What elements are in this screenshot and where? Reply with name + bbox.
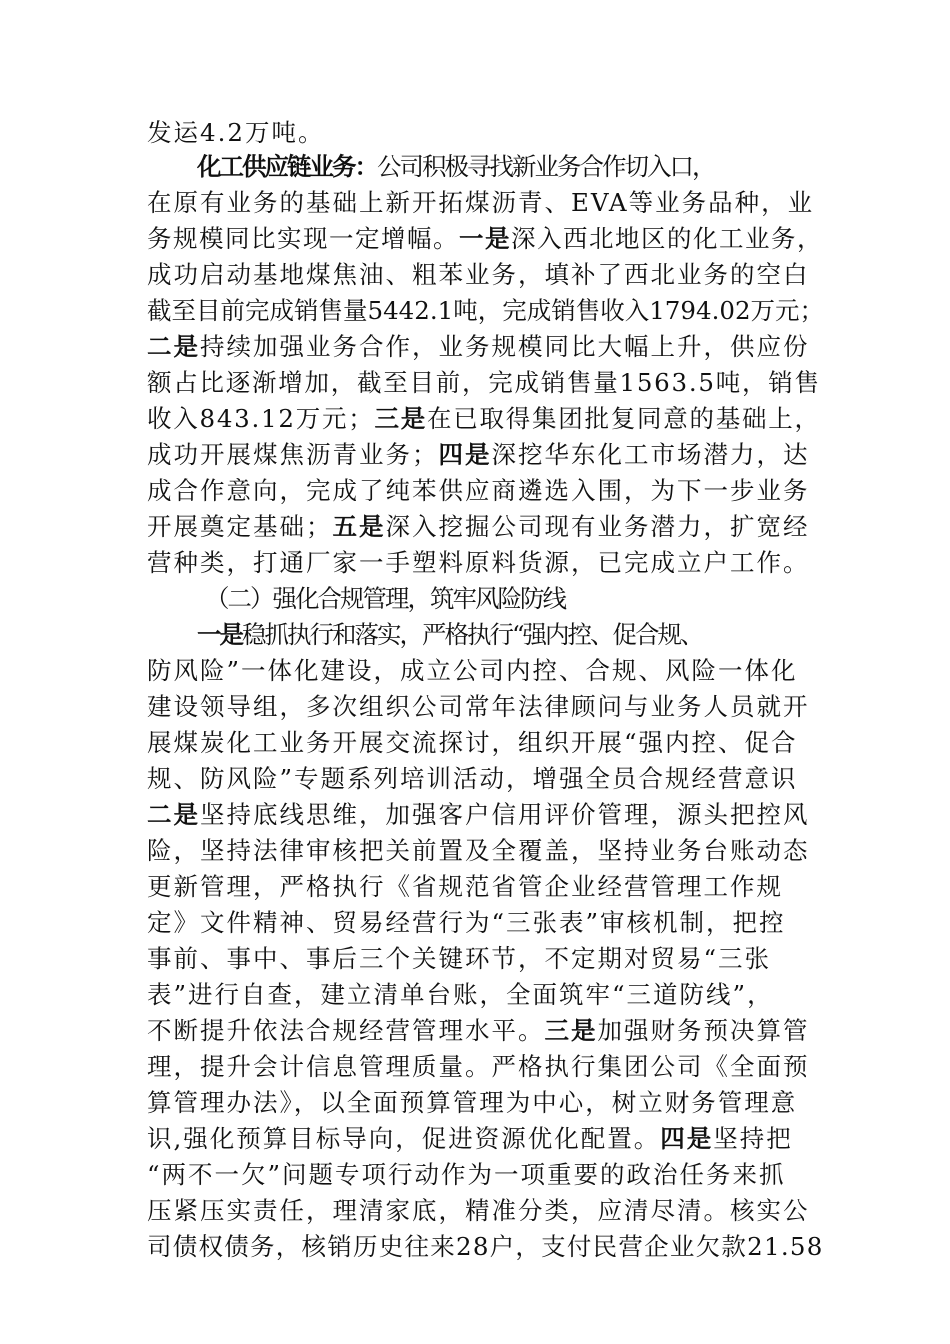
text-segment: 坚持底线思维，加强客户信用评价管理，源头把控风 (200, 800, 810, 829)
text-segment: 在已取得集团批复同意的基础上， (426, 404, 821, 433)
text-line (147, 690, 827, 724)
text-segment: 深挖华东化工市场潜力，达 (491, 440, 810, 469)
text-segment: 额占比逐渐增加，截至目前，完成销售量1563.5吨，销售 (147, 368, 821, 397)
text-segment: 识,强化预算目标导向，促进资源优化配置。 (147, 1124, 661, 1153)
section-heading-text: （二）强化合规管理，筑牢风险防线 (205, 584, 565, 613)
text-segment: 成功启动基地煤焦油、粗苯业务，填补了西北业务的空白 (147, 260, 810, 289)
text-line (147, 366, 827, 400)
text-line (147, 294, 827, 328)
text-line (147, 330, 827, 364)
text-segment: 事前、事中、事后三个关键环节，不定期对贸易“三张 (147, 944, 772, 973)
text-line (147, 1230, 827, 1264)
text-line (147, 1014, 827, 1048)
text-line (147, 1122, 827, 1156)
text-line (147, 186, 827, 220)
text-segment: 更新管理，严格执行《省规范省管企业经营管理工作规 (147, 872, 783, 901)
text-line (147, 438, 827, 472)
text-line (147, 474, 827, 508)
text-line (197, 618, 877, 652)
text-line (147, 798, 827, 832)
text-line (147, 1194, 827, 1228)
text-segment: 不断提升依法合规经营管理水平。 (147, 1016, 545, 1045)
text-line (147, 942, 827, 976)
text-segment: 截至目前完成销售量5442.1吨，完成销售收入1794.02万元； (147, 296, 825, 325)
bold-marker: 二是 (147, 332, 200, 361)
text-segment: 开展奠定基础； (147, 512, 333, 541)
section-heading-inline: 化工供应链业务： (197, 152, 377, 181)
text-line (147, 654, 827, 688)
text-line (197, 150, 877, 184)
text-line (147, 546, 827, 580)
text-segment: 险，坚持法律审核把关前置及全覆盖，坚持业务台账动态 (147, 836, 810, 865)
bold-marker: 五是 (332, 512, 386, 541)
bold-marker: 四是 (438, 440, 492, 469)
text-segment: 理，提升会计信息管理质量。严格执行集团公司《全面预 (147, 1052, 810, 1081)
text-segment: 成功开展煤焦沥青业务； (147, 440, 439, 469)
bold-marker: 一是 (459, 224, 511, 253)
text-segment: 展煤炭化工业务开展交流探讨，组织开展“强内控、促合 (147, 728, 798, 757)
text-segment: 持续加强业务合作，业务规模同比大幅上升，供应份 (200, 332, 810, 361)
text-segment: 务规模同比实现一定增幅。 (147, 224, 459, 253)
text-segment: 司债权债务，核销历史往来28户，支付民营企业欠款21.58 (147, 1232, 824, 1261)
text-segment: 压紧压实责任，理清家底，精准分类，应清尽清。核实公 (147, 1196, 810, 1225)
text-line (147, 116, 827, 150)
text-line (147, 906, 827, 940)
text-line (147, 978, 827, 1012)
text-line (147, 222, 827, 256)
text-segment: 在原有业务的基础上新开拓煤沥青、EVA等业务品种，业 (147, 188, 815, 217)
text-segment: 规、防风险”专题系列培训活动，增强全员合规经营意识 (147, 764, 798, 793)
text-segment: 公司积极寻找新业务合作切入口， (377, 152, 715, 181)
text-segment: “两不一欠”问题专项行动作为一项重要的政治任务来抓 (147, 1160, 786, 1189)
text-segment: 算管理办法》，以全面预算管理为中心，树立财务管理意 (147, 1088, 798, 1117)
section-heading (205, 582, 885, 616)
text-segment: 营种类，打通厂家一手塑料原料货源，已完成立户工作。 (147, 548, 810, 577)
text-line (147, 1158, 827, 1192)
text-line (147, 834, 827, 868)
text-line (147, 402, 827, 436)
text-segment: 深入挖掘公司现有业务潜力，扩宽经 (385, 512, 810, 541)
bold-marker: 一是 (197, 620, 242, 649)
text-segment: 表”进行自查，建立清单台账，全面筑牢“三道防线”， (147, 980, 774, 1009)
text-segment: 深入西北地区的化工业务， (511, 224, 823, 253)
text-segment: 发运4.2万吨。 (147, 118, 325, 147)
text-segment: 加强财务预决算管 (597, 1016, 810, 1045)
text-line (147, 762, 827, 796)
text-segment: 坚持把 (713, 1124, 793, 1153)
bold-marker: 三是 (374, 404, 427, 433)
text-line (147, 1086, 827, 1120)
text-line (147, 870, 827, 904)
text-line (147, 1050, 827, 1084)
bold-marker: 四是 (660, 1124, 714, 1153)
text-segment: 防风险”一体化建设，成立公司内控、合规、风险一体化 (147, 656, 798, 685)
bold-marker: 二是 (147, 800, 200, 829)
text-line (147, 510, 827, 544)
text-line (147, 726, 827, 760)
text-segment: 成合作意向，完成了纯苯供应商遴选入围，为下一步业务 (147, 476, 810, 505)
text-line (147, 258, 827, 292)
text-segment: 稳抓执行和落实，严格执行“强内控、促合规、 (242, 620, 703, 649)
text-segment: 定》文件精神、贸易经营行为“三张表”审核机制，把控 (147, 908, 786, 937)
bold-marker: 三是 (544, 1016, 598, 1045)
text-segment: 收入843.12万元； (147, 404, 375, 433)
text-segment: 建设领导组，多次组织公司常年法律顾问与业务人员就开 (147, 692, 810, 721)
